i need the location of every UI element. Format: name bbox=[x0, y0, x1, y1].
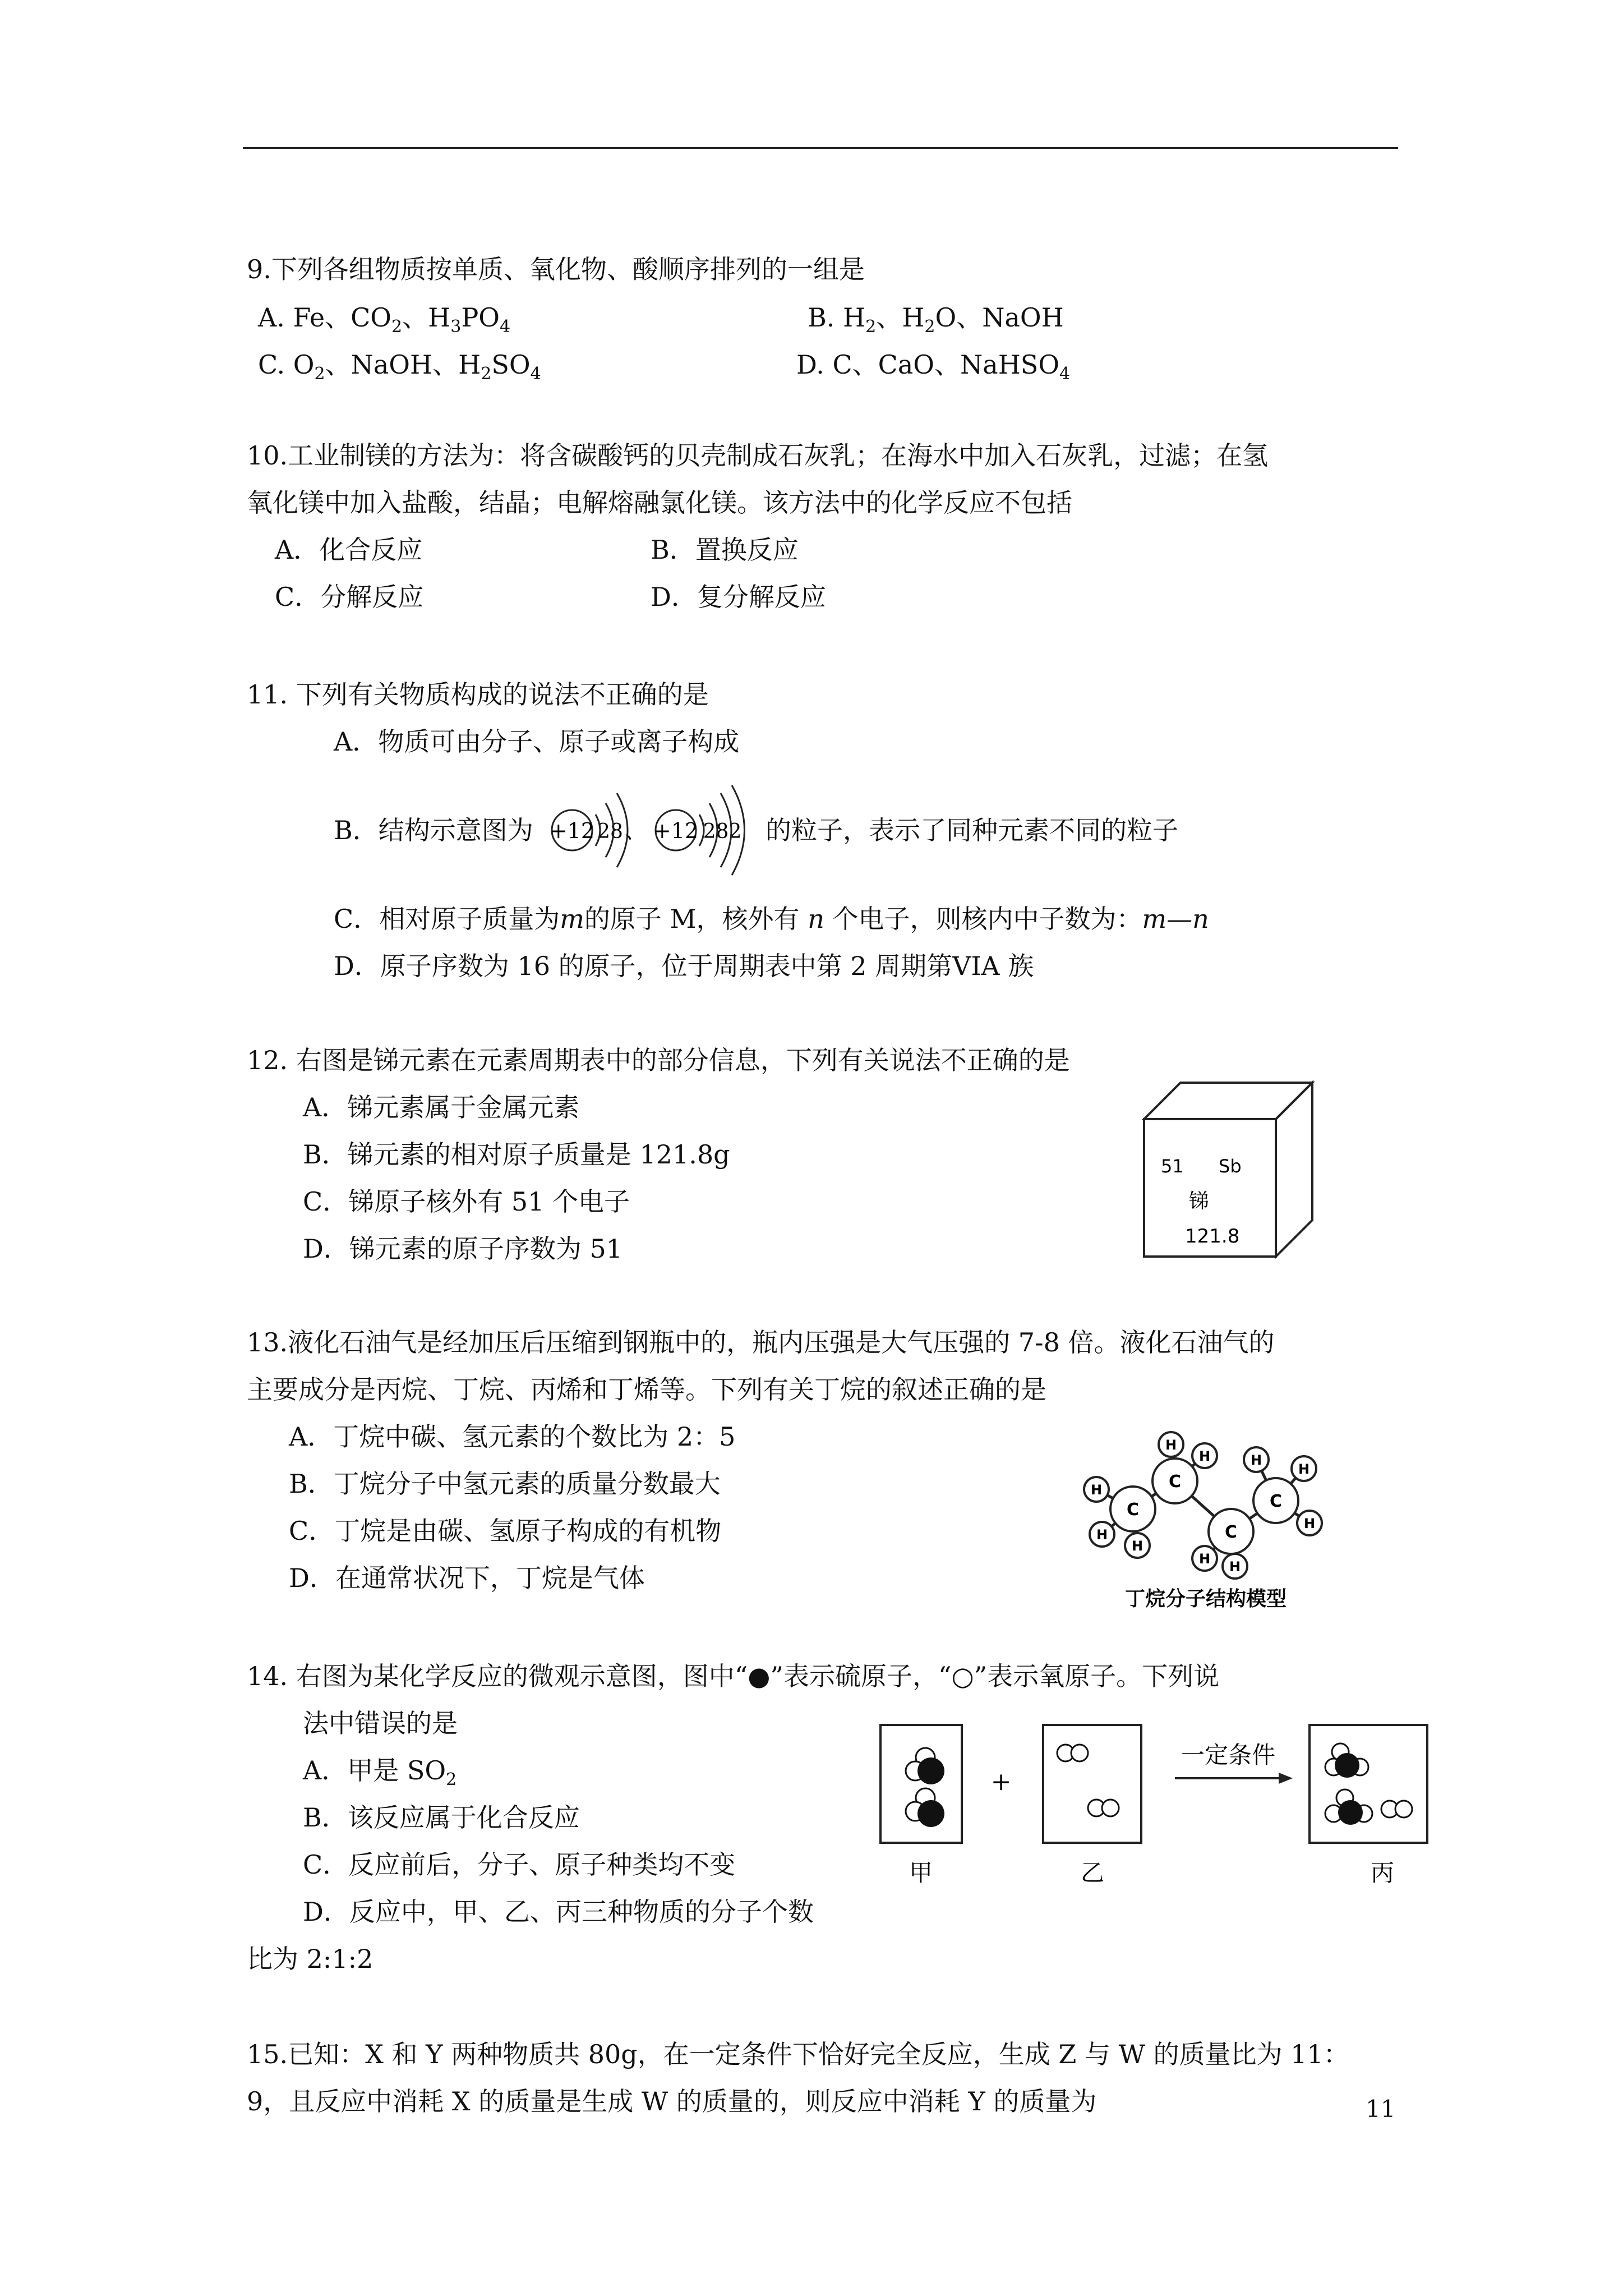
q14-option-c: C．反应前后，分子、原子种类均不变 bbox=[303, 1849, 736, 1880]
reaction-diagram bbox=[875, 1714, 1436, 1893]
svg-text:H: H bbox=[1303, 1516, 1316, 1531]
cube-side bbox=[1276, 1083, 1312, 1257]
svg-text:H: H bbox=[1165, 1437, 1177, 1453]
svg-text:C: C bbox=[1269, 1492, 1283, 1511]
antimony-element-card bbox=[1141, 1080, 1321, 1259]
q9-option-c: C. $O_2$、NaOH、$H_2SO_4$ bbox=[258, 349, 541, 384]
svg-text:H: H bbox=[1250, 1452, 1262, 1468]
svg-text:H: H bbox=[1198, 1448, 1211, 1464]
q11-option-c: C．相对原子质量为m的原子 M，核外有 n 个电子，则核内中子数为：m—n bbox=[334, 904, 1209, 934]
q12-option-b: B．锑元素的相对原子质量是 121.8g bbox=[303, 1139, 730, 1170]
q13-option-b: B．丁烷分子中氢元素的质量分数最大 bbox=[289, 1469, 721, 1499]
q15-stem-line1: 15.已知：X 和 Y 两种物质共 80g，在一定条件下恰好完全反应，生成 Z 与 W 的质量比为 11： bbox=[247, 2039, 1349, 2069]
q10-option-a: A．化合反应 bbox=[275, 535, 423, 565]
q10-option-d: D．复分解反应 bbox=[651, 582, 826, 612]
page-number: 11 bbox=[1366, 2095, 1396, 2123]
q11-stem: 11. 下列有关物质构成的说法不正确的是 bbox=[247, 679, 709, 710]
q12-option-c: C．锑原子核外有 51 个电子 bbox=[303, 1186, 630, 1217]
svg-text:H: H bbox=[1229, 1559, 1241, 1575]
q9-option-a: A. Fe、$CO_2$、$H_3PO_4$ bbox=[258, 302, 511, 337]
q9-option-b: B. $H_2$、$H_2O$、NaOH bbox=[808, 302, 1064, 337]
so2-molecules bbox=[906, 1748, 944, 1827]
svg-text:C: C bbox=[1224, 1522, 1238, 1542]
svg-text:H: H bbox=[1096, 1527, 1108, 1543]
electron-shells-1: 28 bbox=[597, 820, 623, 843]
q11-option-b-pre: B．结构示意图为 bbox=[334, 815, 533, 845]
atomic-mass: 121.8 bbox=[1185, 1225, 1240, 1248]
label-bing: 丙 bbox=[1370, 1859, 1395, 1887]
box-bing bbox=[1310, 1725, 1427, 1843]
electron-shells-2: 282 bbox=[703, 820, 742, 843]
label-jia: 甲 bbox=[909, 1859, 933, 1887]
q9-stem: 9.下列各组物质按单质、氧化物、酸顺序排列的一组是 bbox=[247, 254, 865, 284]
q12-option-d: D．锑元素的原子序数为 51 bbox=[303, 1234, 623, 1264]
q14-stem-line2: 法中错误的是 bbox=[303, 1708, 458, 1738]
arrow-head bbox=[1279, 1773, 1293, 1784]
q11-option-a: A．物质可由分子、原子或离子构成 bbox=[334, 726, 740, 757]
svg-text:C: C bbox=[1168, 1472, 1182, 1492]
q12-stem: 12. 右图是锑元素在元素周期表中的部分信息，下列有关说法不正确的是 bbox=[247, 1045, 1070, 1075]
plus-sign: + bbox=[990, 1768, 1012, 1796]
q10-option-c: C．分解反应 bbox=[275, 582, 424, 612]
nucleus-charge-2: +12 bbox=[653, 818, 699, 843]
q14-option-d-continued: 比为 2:1:2 bbox=[247, 1944, 374, 1974]
q14-stem-line1: 14. 右图为某化学反应的微观示意图，图中“●”表示硫原子，“○”表示氧原子。下列说 bbox=[247, 1661, 1220, 1691]
q13-stem-line2: 主要成分是丙烷、丁烷、丙烯和丁烯等。下列有关丁烷的叙述正确的是 bbox=[247, 1374, 1046, 1405]
element-name: 锑 bbox=[1189, 1190, 1210, 1213]
svg-text:H: H bbox=[1298, 1461, 1310, 1477]
svg-text:H: H bbox=[1198, 1551, 1211, 1567]
q13-option-d: D．在通常状况下，丁烷是气体 bbox=[289, 1563, 645, 1593]
box-yi bbox=[1043, 1725, 1141, 1843]
element-symbol: Sb bbox=[1219, 1156, 1242, 1177]
q13-option-a: A．丁烷中碳、氢元素的个数比为 2：5 bbox=[289, 1421, 736, 1452]
atom-structure-diagrams bbox=[544, 769, 757, 892]
q15-stem-line2: 9，且反应中消耗 X 的质量是生成 W 的质量的，则反应中消耗 Y 的质量为 bbox=[247, 2086, 1097, 2116]
nucleus-charge-1: +12 bbox=[549, 818, 595, 843]
q12-option-a: A．锑元素属于金属元素 bbox=[303, 1092, 580, 1122]
q9-option-d: D. C、CaO、NaHSO$_4$ bbox=[796, 349, 1071, 384]
butane-caption: 丁烷分子结构模型 bbox=[1124, 1588, 1287, 1611]
label-yi: 乙 bbox=[1080, 1859, 1105, 1887]
svg-text:C: C bbox=[1126, 1500, 1140, 1520]
q13-option-c: C．丁烷是由碳、氢原子构成的有机物 bbox=[289, 1516, 722, 1546]
q10-option-b: B．置换反应 bbox=[651, 535, 799, 565]
header-rule bbox=[243, 147, 1398, 149]
reaction-condition: 一定条件 bbox=[1181, 1741, 1276, 1769]
o2-molecules bbox=[1057, 1745, 1119, 1816]
atomic-number: 51 bbox=[1161, 1156, 1184, 1177]
svg-text:H: H bbox=[1131, 1538, 1144, 1554]
separator: 、 bbox=[624, 818, 647, 843]
cube-top bbox=[1144, 1083, 1312, 1119]
q11-option-d: D．原子序数为 16 的原子，位于周期表中第 2 周期第VIA 族 bbox=[334, 951, 1034, 981]
svg-text:H: H bbox=[1090, 1482, 1103, 1498]
q13-stem-line1: 13.液化石油气是经加压后压缩到钢瓶中的，瓶内压强是大气压强的 7-8 倍。液化石油气的 bbox=[247, 1327, 1275, 1358]
q10-stem-line1: 10.工业制镁的方法为：将含碳酸钙的贝壳制成石灰乳；在海水中加入石灰乳，过滤；在氢 bbox=[247, 440, 1269, 471]
q11-option-b-post: 的粒子，表示了同种元素不同的粒子 bbox=[766, 815, 1178, 845]
q14-option-b: B．该反应属于化合反应 bbox=[303, 1802, 580, 1833]
butane-molecule-model bbox=[1071, 1419, 1340, 1613]
box-jia bbox=[880, 1725, 962, 1843]
q14-option-a: A．甲是 $SO_2$ bbox=[303, 1755, 457, 1789]
so3-molecules bbox=[1325, 1743, 1412, 1825]
q14-option-d: D．反应中，甲、乙、丙三种物质的分子个数 bbox=[303, 1897, 814, 1927]
q10-stem-line2: 氧化镁中加入盐酸，结晶；电解熔融氯化镁。该方法中的化学反应不包括 bbox=[247, 487, 1072, 518]
